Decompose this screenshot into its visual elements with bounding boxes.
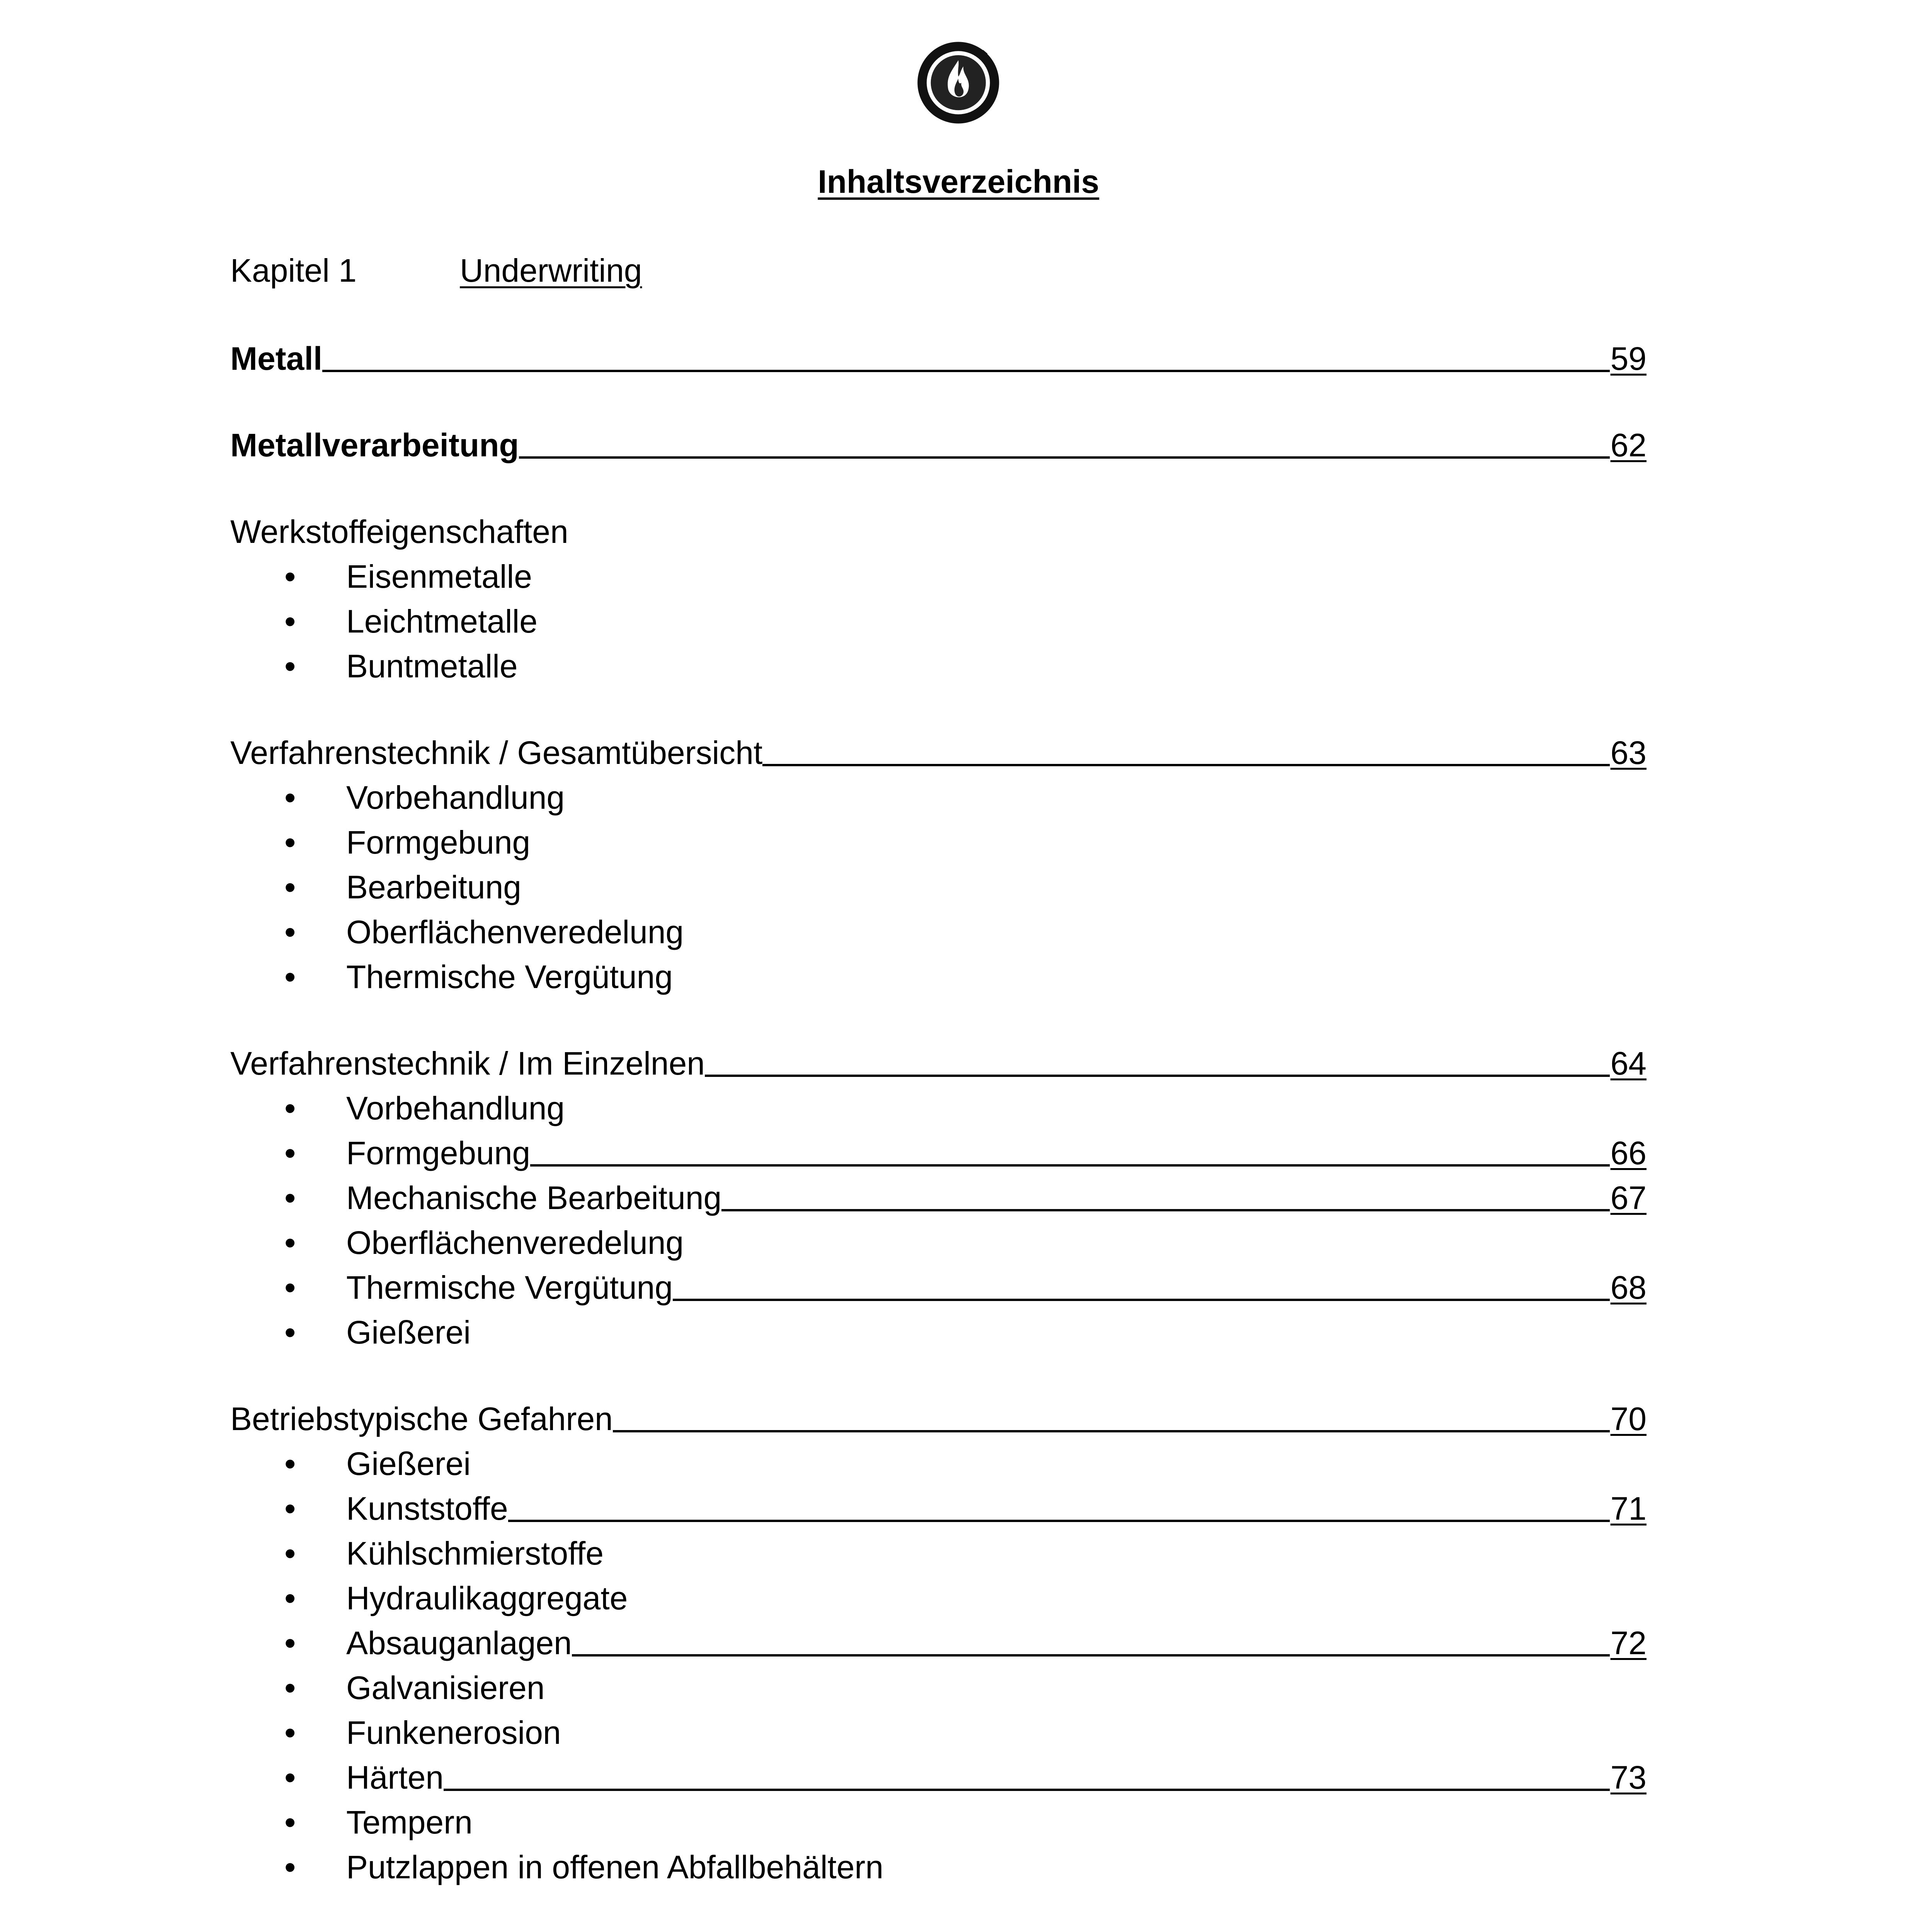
bullet-icon: • xyxy=(284,603,296,639)
toc-page-number: 63 xyxy=(1610,735,1647,771)
bullet-icon: • xyxy=(284,1090,296,1126)
toc-leader-line xyxy=(673,1299,1609,1301)
toc-entry xyxy=(230,730,1647,775)
bullet-icon: • xyxy=(284,1314,296,1350)
toc-entry xyxy=(230,509,1647,554)
toc-entry-label: Absauganlagen xyxy=(346,1625,572,1661)
toc-entry-label: Galvanisieren xyxy=(346,1670,545,1706)
toc-page-number: 59 xyxy=(1610,340,1647,377)
toc-subentry xyxy=(230,1310,1647,1355)
toc-entry-label: Mechanische Bearbeitung xyxy=(346,1180,722,1216)
toc-subentry xyxy=(230,599,1647,644)
toc-page-number: 67 xyxy=(1610,1180,1647,1216)
toc-entry-label: Gießerei xyxy=(346,1314,471,1350)
toc-entry-label: Vorbehandlung xyxy=(346,779,565,816)
toc-entry-label: Werkstoffeigenschaften xyxy=(230,514,568,550)
toc-page-number: 64 xyxy=(1610,1045,1647,1082)
toc-subentry xyxy=(230,1531,1647,1576)
toc-subentry xyxy=(230,910,1647,954)
bullet-icon: • xyxy=(284,1670,296,1706)
bullet-icon: • xyxy=(284,914,296,950)
toc-subentry xyxy=(230,1621,1647,1665)
toc-subentry xyxy=(230,1845,1647,1889)
toc-entry-label: Putzlappen in offenen Abfallbehältern xyxy=(346,1849,884,1885)
toc-subentry xyxy=(230,1441,1647,1486)
toc-entry xyxy=(230,423,1647,468)
bullet-icon: • xyxy=(284,1225,296,1261)
toc-subentry xyxy=(230,1755,1647,1800)
bullet-icon: • xyxy=(284,1580,296,1616)
toc-leader-line xyxy=(762,764,1609,766)
bullet-icon: • xyxy=(284,1804,296,1840)
toc-leader-line xyxy=(572,1654,1610,1656)
toc-subentry xyxy=(230,1131,1647,1175)
bullet-icon: • xyxy=(284,1180,296,1216)
toc-entry-label: Vorbehandlung xyxy=(346,1090,565,1126)
toc-leader-line xyxy=(322,370,1610,372)
toc-page-number: 68 xyxy=(1610,1269,1647,1306)
toc-leader-line xyxy=(705,1075,1610,1077)
bullet-icon: • xyxy=(284,1759,296,1796)
toc-page-number: 73 xyxy=(1610,1759,1647,1796)
toc-subentry xyxy=(230,1175,1647,1220)
bullet-icon: • xyxy=(284,1714,296,1751)
bullet-icon: • xyxy=(284,1446,296,1482)
toc-entry-label: Betriebstypische Gefahren xyxy=(230,1401,613,1437)
toc-entry-label: Thermische Vergütung xyxy=(346,1269,673,1306)
toc-subentry xyxy=(230,775,1647,820)
bullet-icon: • xyxy=(284,1625,296,1661)
toc-subentry xyxy=(230,954,1647,999)
toc-entry xyxy=(230,1041,1647,1086)
toc-subentry xyxy=(230,1486,1647,1531)
toc-subentry xyxy=(230,820,1647,865)
toc-subentry xyxy=(230,1710,1647,1755)
page-title: Inhaltsverzeichnis xyxy=(818,163,1099,200)
bullet-icon: • xyxy=(284,779,296,816)
bullet-icon: • xyxy=(284,824,296,861)
toc-entry-label: Eisenmetalle xyxy=(346,558,532,595)
toc-leader-line xyxy=(444,1789,1609,1791)
toc-entry xyxy=(230,1396,1647,1441)
toc-page-number: 66 xyxy=(1610,1135,1647,1171)
toc-leader-line xyxy=(721,1209,1609,1211)
toc-entry-label: Formgebung xyxy=(346,824,531,861)
toc-entry-label: Tempern xyxy=(346,1804,473,1840)
bullet-icon: • xyxy=(284,869,296,905)
bullet-icon: • xyxy=(284,1490,296,1527)
toc-subentry xyxy=(230,1665,1647,1710)
toc-entry-label: Kühlschmierstoffe xyxy=(346,1535,604,1571)
gear-flame-icon xyxy=(907,32,1009,134)
toc-page-number: 62 xyxy=(1610,427,1647,463)
toc-entry-label: Formgebung xyxy=(346,1135,531,1171)
toc-subentry xyxy=(230,1576,1647,1621)
toc-entry-label: Leichtmetalle xyxy=(346,603,538,639)
toc-subentry xyxy=(230,1265,1647,1310)
bullet-icon: • xyxy=(284,1135,296,1171)
bullet-icon: • xyxy=(284,648,296,684)
toc-entry-label: Funkenerosion xyxy=(346,1714,561,1751)
toc-subentry xyxy=(230,865,1647,910)
toc-entry-label: Kunststoffe xyxy=(346,1490,508,1527)
toc-entry-label: Verfahrenstechnik / Im Einzelnen xyxy=(230,1045,705,1082)
toc-entry-label: Metall xyxy=(230,340,323,377)
toc-entry-label: Gießerei xyxy=(346,1446,471,1482)
bullet-icon: • xyxy=(284,1849,296,1885)
toc-subentry xyxy=(230,1800,1647,1845)
toc-subentry xyxy=(230,1220,1647,1265)
toc-entry-label: Buntmetalle xyxy=(346,648,518,684)
toc-leader-line xyxy=(530,1164,1609,1167)
toc-entry-label: Härten xyxy=(346,1759,444,1796)
toc-subentry xyxy=(230,644,1647,689)
toc-entry-label: Hydraulikaggregate xyxy=(346,1580,628,1616)
toc-leader-line xyxy=(508,1520,1610,1522)
toc-entry-label: Metallverarbeitung xyxy=(230,427,519,463)
toc-leader-line xyxy=(613,1430,1610,1432)
chapter-number: Kapitel 1 xyxy=(230,252,357,289)
toc-entry-label: Oberflächenveredelung xyxy=(346,914,684,950)
toc-entry xyxy=(230,336,1647,381)
table-of-contents xyxy=(230,336,1647,1932)
bullet-icon: • xyxy=(284,959,296,995)
toc-page-number: 71 xyxy=(1610,1490,1647,1527)
toc-entry-label: Bearbeitung xyxy=(346,869,522,905)
toc-entry-label: Verfahrenstechnik / Gesamtübersicht xyxy=(230,735,763,771)
toc-subentry xyxy=(230,1086,1647,1131)
toc-leader-line xyxy=(519,456,1610,459)
toc-page-number: 72 xyxy=(1610,1625,1647,1661)
toc-entry-label: Thermische Vergütung xyxy=(346,959,673,995)
chapter-heading xyxy=(230,251,642,290)
chapter-name: Underwriting xyxy=(460,252,642,289)
toc-entry-label: Oberflächenveredelung xyxy=(346,1225,684,1261)
toc-subentry xyxy=(230,554,1647,599)
bullet-icon: • xyxy=(284,558,296,595)
bullet-icon: • xyxy=(284,1535,296,1571)
bullet-icon: • xyxy=(284,1269,296,1306)
toc-page-number: 70 xyxy=(1610,1401,1647,1437)
